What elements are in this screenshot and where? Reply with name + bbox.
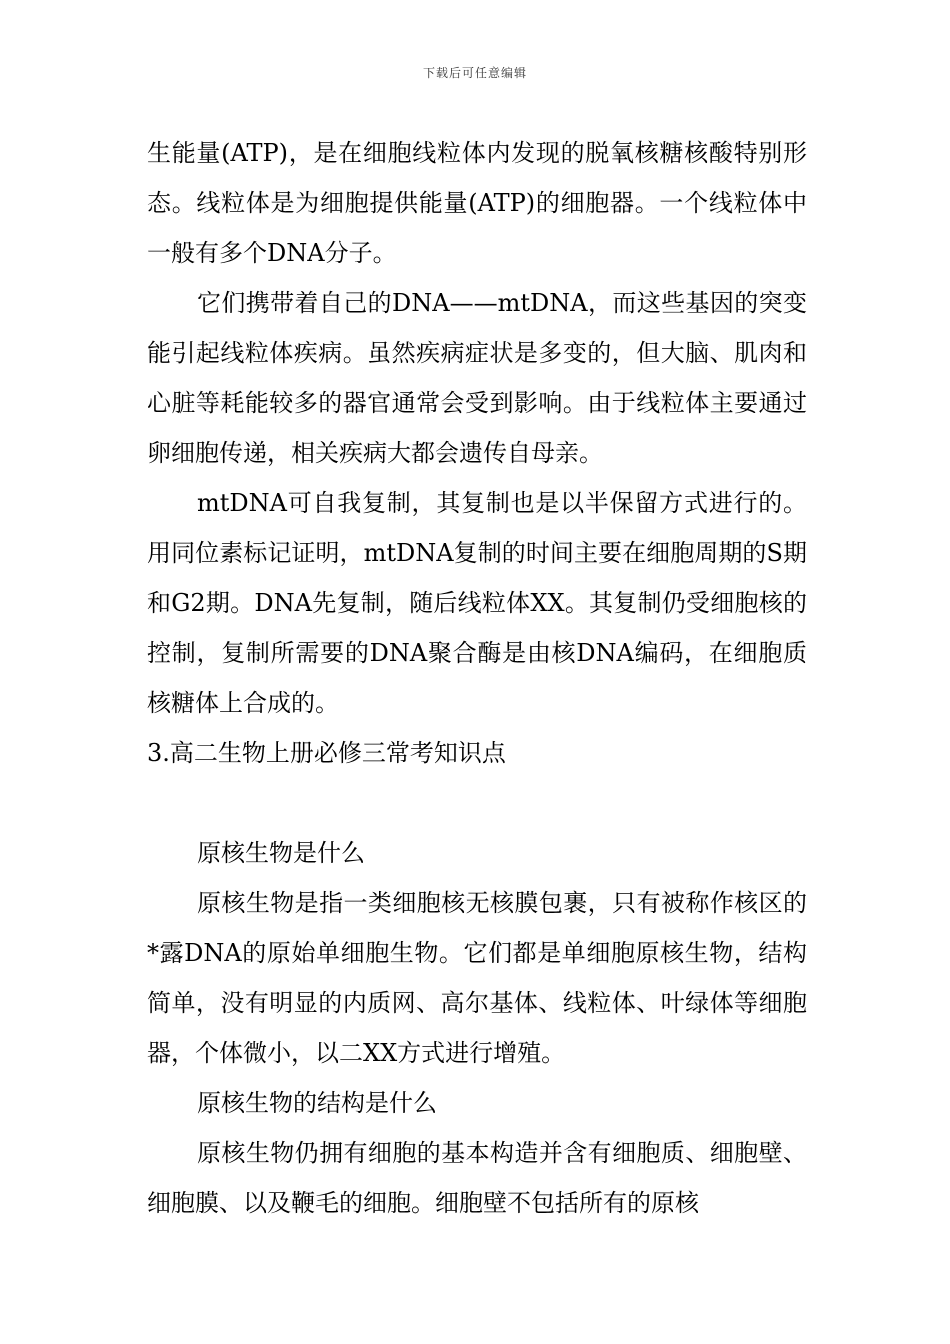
blank-line	[147, 778, 807, 828]
document-body	[147, 128, 807, 1228]
paragraph-prokaryote-structure: 原核生物仍拥有细胞的基本构造并含有细胞质、细胞壁、细胞膜、以及鞭毛的细胞。细胞壁不包括所有的原核	[147, 1139, 807, 1217]
page-header: 下载后可任意编辑	[422, 66, 527, 80]
paragraph-prokaryote-definition: 原核生物是指一类细胞核无核膜包裹，只有被称作核区的*露DNA的原始单细胞生物。它们都是单细胞原核生物，结构简单，没有明显的内质网、高尔基体、线粒体、叶绿体等细胞器，个体微小，以二XX方式进行增殖。	[147, 889, 807, 1067]
subheading-what-is-prokaryote: 原核生物是什么	[197, 839, 365, 867]
section-heading-3: 3.高二生物上册必修三常考知识点	[147, 739, 506, 767]
paragraph-mtdna-mutation: 它们携带着自己的DNA——mtDNA，而这些基因的突变能引起线粒体疾病。虽然疾病症状是多变的，但大脑、肌肉和心脏等耗能较多的器官通常会受到影响。由于线粒体主要通过卵细胞传递，相关疾病大都会遗传自母亲。	[147, 289, 807, 467]
subheading-prokaryote-structure: 原核生物的结构是什么	[197, 1089, 437, 1117]
paragraph-mtdna-replication: mtDNA可自我复制，其复制也是以半保留方式进行的。用同位素标记证明，mtDNA复制的时间主要在细胞周期的S期和G2期。DNA先复制，随后线粒体XX。其复制仍受细胞核的控制，复制所需要的DNA聚合酶是由核DNA编码，在细胞质核糖体上合成的。	[147, 489, 807, 717]
paragraph-mtdna-intro: 生能量(ATP)，是在细胞线粒体内发现的脱氧核糖核酸特别形态。线粒体是为细胞提供能量(ATP)的细胞器。一个线粒体中一般有多个DNA分子。	[147, 139, 807, 267]
